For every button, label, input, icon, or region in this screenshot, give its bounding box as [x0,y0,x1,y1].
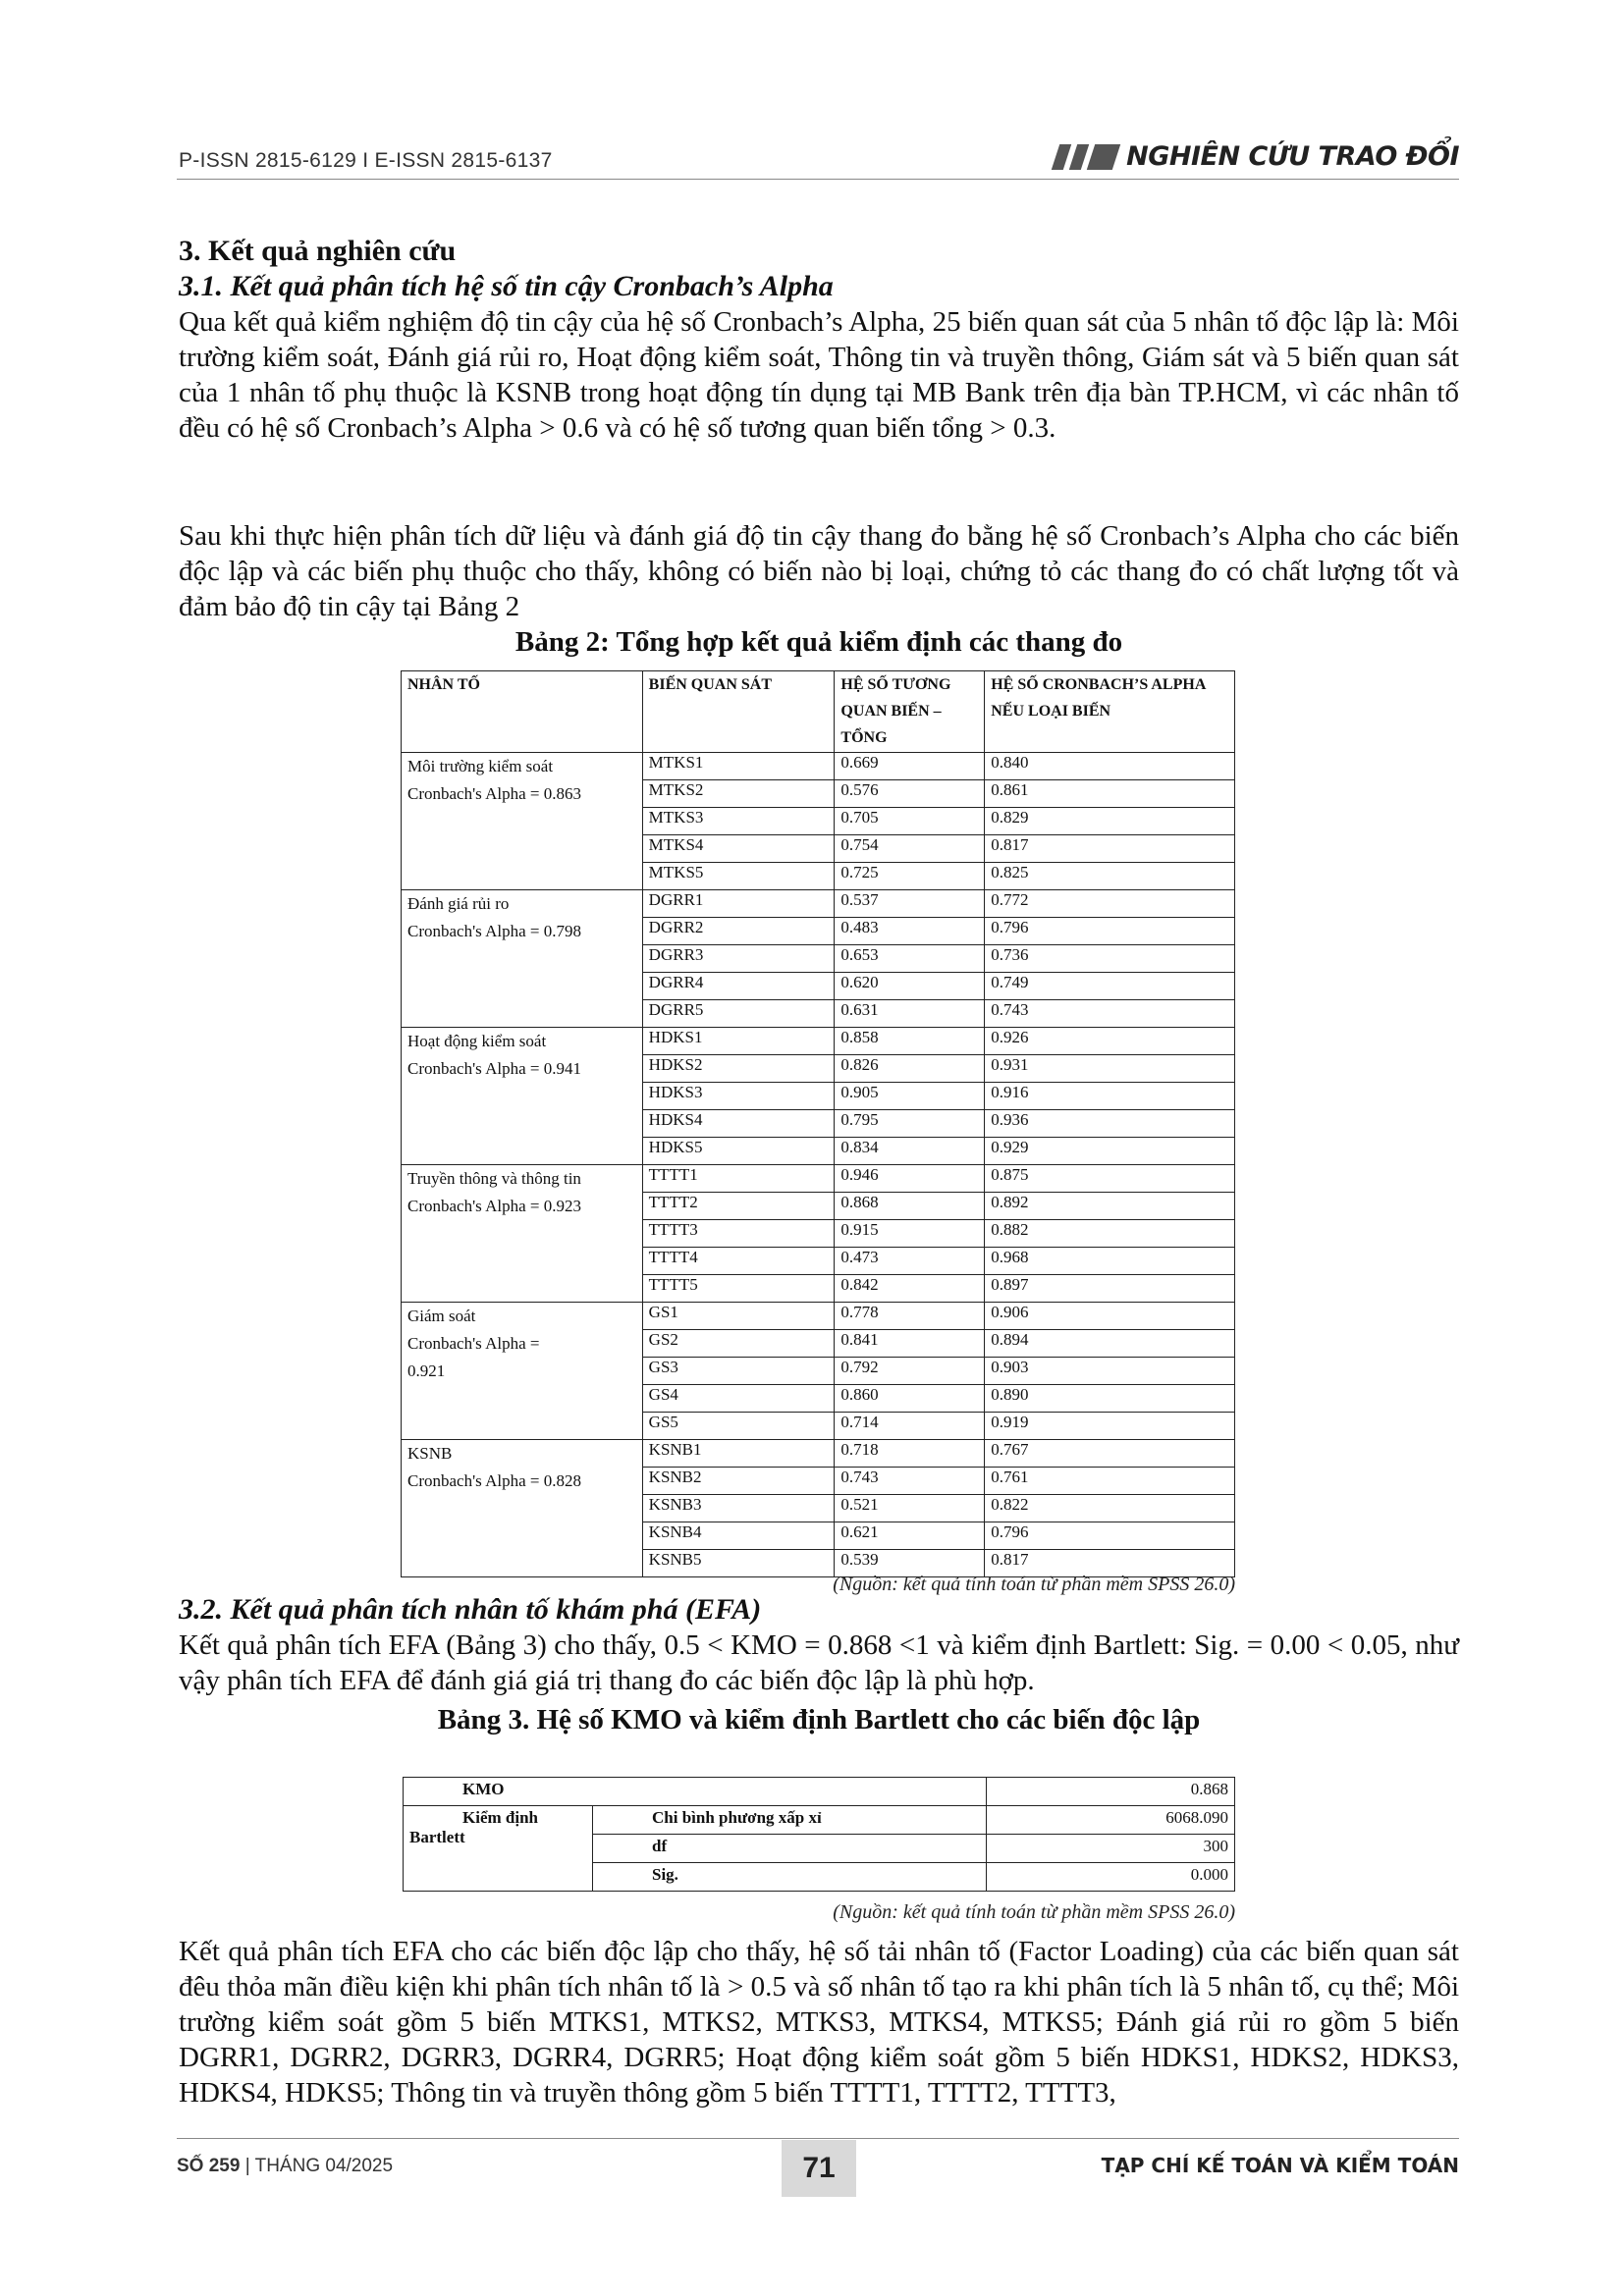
item-total-correlation-cell: 0.705 [835,808,985,835]
kmo-label: KMO [404,1778,987,1806]
kmo-value: 0.868 [987,1778,1235,1806]
variable-cell: GS2 [642,1330,835,1358]
variable-cell: TTTT2 [642,1193,835,1220]
item-total-correlation-cell: 0.778 [835,1303,985,1330]
factor-label-line: Giám soát [407,1307,476,1325]
alpha-if-deleted-cell: 0.919 [985,1413,1235,1440]
variable-cell: TTTT4 [642,1248,835,1275]
variable-cell: DGRR3 [642,945,835,973]
variable-cell: MTKS3 [642,808,835,835]
alpha-if-deleted-cell: 0.931 [985,1055,1235,1083]
alpha-if-deleted-cell: 0.890 [985,1385,1235,1413]
issue-separator: | [240,2156,255,2176]
item-total-correlation-cell: 0.915 [835,1220,985,1248]
section-3-block [179,234,1459,446]
item-total-correlation-cell: 0.473 [835,1248,985,1275]
table-row [402,753,1235,780]
factor-label-line: Cronbach's Alpha = 0.923 [407,1197,581,1215]
item-total-correlation-cell: 0.631 [835,1000,985,1028]
table-row [404,1778,1235,1806]
paragraph-cronbach-result: Sau khi thực hiện phân tích dữ liệu và đánh giá độ tin cậy thang đo bằng hệ số Cronbach’s Alpha cho các biến độc lập và các biến phụ thuộc cho thấy, không có biến nào bị loại, chứng tỏ các thang đo có chất lượng tốt và đảm bảo độ tin cậy tại Bảng 2 [179,520,1459,622]
bartlett-label [404,1806,593,1892]
item-total-correlation-cell: 0.483 [835,918,985,945]
table-header-cell: HỆ SỐ CRONBACH’S ALPHA NẾU LOẠI BIẾN [985,671,1235,753]
alpha-if-deleted-cell: 0.875 [985,1165,1235,1193]
factor-label-line: Môi trường kiểm soát [407,757,554,775]
factor-label-line: Cronbach's Alpha = 0.941 [407,1059,581,1078]
item-total-correlation-cell: 0.714 [835,1413,985,1440]
section-3-2-block [179,1592,1459,1737]
variable-cell: MTKS2 [642,780,835,808]
variable-cell: HDKS4 [642,1110,835,1138]
subsection-heading-3-1: 3.1. Kết quả phân tích hệ số tin cậy Cronbach’s Alpha [179,270,834,302]
table-2-caption: Bảng 2: Tổng hợp kết quả kiểm định các thang đo [514,626,1123,658]
alpha-if-deleted-cell: 0.929 [985,1138,1235,1165]
alpha-if-deleted-cell: 0.736 [985,945,1235,973]
bartlett-row-value: 0.000 [987,1863,1235,1892]
factor-cell [402,1165,643,1303]
section-3-block-2 [179,518,1459,660]
factor-label-line: Cronbach's Alpha = 0.828 [407,1471,581,1490]
variable-cell: DGRR4 [642,973,835,1000]
alpha-if-deleted-cell: 0.892 [985,1193,1235,1220]
item-total-correlation-cell: 0.576 [835,780,985,808]
alpha-if-deleted-cell: 0.796 [985,1522,1235,1550]
table-header-cell: BIẾN QUAN SÁT [642,671,835,753]
item-total-correlation-cell: 0.754 [835,835,985,863]
factor-cell [402,753,643,890]
variable-cell: DGRR1 [642,890,835,918]
table-2-body [402,753,1235,1577]
alpha-if-deleted-cell: 0.903 [985,1358,1235,1385]
page-number: 71 [782,2140,856,2197]
table-row [402,1303,1235,1330]
alpha-if-deleted-cell: 0.817 [985,835,1235,863]
item-total-correlation-cell: 0.834 [835,1138,985,1165]
variable-cell: TTTT3 [642,1220,835,1248]
variable-cell: HDKS5 [642,1138,835,1165]
item-total-correlation-cell: 0.718 [835,1440,985,1468]
bartlett-row-label: Chi bình phương xấp xỉ [593,1806,987,1835]
variable-cell: KSNB1 [642,1440,835,1468]
variable-cell: KSNB4 [642,1522,835,1550]
paragraph-efa-loadings: Kết quả phân tích EFA cho các biến độc lập cho thấy, hệ số tải nhân tố (Factor Loading) của các biến quan sát đêu thỏa mãn điều kiện khi phân tích nhân tố là > 0.5 và số nhân tố tạo ra khi phân tích là 5 nhân tố, cụ thể; Môi trường kiểm soát gồm 5 biến MTKS1, MTKS2, MTKS3, MTKS4, MTKS5; Đánh giá rủi ro gồm 5 biến DGRR1, DGRR2, DGRR3, DGRR4, DGRR5; Hoạt động kiểm soát gồm 5 biến HDKS1, HDKS2, HDKS3, HDKS4, HDKS5; Thông tin và truyền thông gồm 5 biến TTTT1, TTTT2, TTTT3, [179,1936,1459,2109]
alpha-if-deleted-cell: 0.906 [985,1303,1235,1330]
alpha-if-deleted-cell: 0.968 [985,1248,1235,1275]
header-divider [177,179,1459,180]
factor-label-line: 0.921 [407,1362,446,1380]
factor-cell [402,1028,643,1165]
variable-cell: KSNB5 [642,1550,835,1577]
factor-cell [402,1440,643,1577]
table-row [402,1440,1235,1468]
variable-cell: KSNB2 [642,1468,835,1495]
factor-cell [402,1303,643,1440]
factor-label-line: Đánh giá rủi ro [407,894,510,913]
footer-divider [177,2138,1459,2139]
item-total-correlation-cell: 0.858 [835,1028,985,1055]
item-total-correlation-cell: 0.842 [835,1275,985,1303]
table-3-caption: Bảng 3. Hệ số KMO và kiểm định Bartlett cho các biến độc lập [437,1704,1201,1735]
item-total-correlation-cell: 0.946 [835,1165,985,1193]
item-total-correlation-cell: 0.860 [835,1385,985,1413]
alpha-if-deleted-cell: 0.861 [985,780,1235,808]
alpha-if-deleted-cell: 0.767 [985,1440,1235,1468]
section-title: NGHIÊN CỨU TRAO ĐỔI [1126,141,1459,172]
item-total-correlation-cell: 0.743 [835,1468,985,1495]
variable-cell: DGRR2 [642,918,835,945]
item-total-correlation-cell: 0.905 [835,1083,985,1110]
section-header [1056,141,1459,172]
alpha-if-deleted-cell: 0.761 [985,1468,1235,1495]
alpha-if-deleted-cell: 0.817 [985,1550,1235,1577]
variable-cell: MTKS5 [642,863,835,890]
bartlett-row-label: Sig. [593,1863,987,1892]
item-total-correlation-cell: 0.826 [835,1055,985,1083]
alpha-if-deleted-cell: 0.772 [985,890,1235,918]
issn-header: P-ISSN 2815-6129 I E-ISSN 2815-6137 [179,149,553,172]
paragraph-cronbach-intro: Qua kết quả kiểm nghiệm độ tin cậy của hệ số Cronbach’s Alpha, 25 biến quan sát của 5 nhân tố độc lập là: Môi trường kiểm soát, Đánh giá rủi ro, Hoạt động kiểm soát, Thông tin và truyền thông, Giám sát và 5 biến quan sát của 1 nhân tố phụ thuộc là KSNB trong hoạt động tín dụng tại MB Bank trên địa bàn TP.HCM, vì các nhân tố đều có hệ số Cronbach’s Alpha > 0.6 và có hệ số tương quan biến tổng > 0.3. [179,306,1459,444]
variable-cell: MTKS4 [642,835,835,863]
bartlett-label-line: Kiểm định [462,1808,538,1827]
header-bars-decoration [1056,144,1116,170]
table-header-cell: HỆ SỐ TƯƠNG QUAN BIẾN – TỔNG [835,671,985,753]
item-total-correlation-cell: 0.725 [835,863,985,890]
bartlett-row-value: 300 [987,1835,1235,1863]
alpha-if-deleted-cell: 0.882 [985,1220,1235,1248]
item-total-correlation-cell: 0.868 [835,1193,985,1220]
table-3-source: (Nguồn: kết quả tính toán từ phần mềm SPSS 26.0) [833,1901,1235,1923]
issue-month: THÁNG 04/2025 [254,2156,394,2176]
table-2-source: (Nguồn: kết quả tính toán từ phần mềm SPSS 26.0) [833,1574,1235,1595]
factor-label-line: Hoạt động kiểm soát [407,1032,547,1050]
variable-cell: GS4 [642,1385,835,1413]
item-total-correlation-cell: 0.669 [835,753,985,780]
alpha-if-deleted-cell: 0.894 [985,1330,1235,1358]
subsection-heading-3-2: 3.2. Kết quả phân tích nhân tố khám phá (EFA) [179,1593,762,1626]
factor-label-line: Cronbach's Alpha = 0.798 [407,922,581,940]
item-total-correlation-cell: 0.521 [835,1495,985,1522]
table-row [402,890,1235,918]
alpha-if-deleted-cell: 0.829 [985,808,1235,835]
section-heading: 3. Kết quả nghiên cứu [179,235,457,267]
footer-issue [177,2156,393,2177]
variable-cell: MTKS1 [642,753,835,780]
variable-cell: HDKS3 [642,1083,835,1110]
alpha-if-deleted-cell: 0.822 [985,1495,1235,1522]
item-total-correlation-cell: 0.795 [835,1110,985,1138]
item-total-correlation-cell: 0.653 [835,945,985,973]
variable-cell: GS5 [642,1413,835,1440]
item-total-correlation-cell: 0.539 [835,1550,985,1577]
table-header-cell: NHÂN TỐ [402,671,643,753]
alpha-if-deleted-cell: 0.749 [985,973,1235,1000]
alpha-if-deleted-cell: 0.897 [985,1275,1235,1303]
variable-cell: DGRR5 [642,1000,835,1028]
alpha-if-deleted-cell: 0.796 [985,918,1235,945]
item-total-correlation-cell: 0.537 [835,890,985,918]
variable-cell: TTTT1 [642,1165,835,1193]
paragraph-efa-kmo: Kết quả phân tích EFA (Bảng 3) cho thấy, 0.5 < KMO = 0.868 <1 và kiểm định Bartlett: Sig. = 0.00 < 0.05, như vậy phân tích EFA để đánh giá giá trị thang đo các biến độc lập là phù hợp. [179,1629,1459,1696]
alpha-if-deleted-cell: 0.825 [985,863,1235,890]
factor-cell [402,890,643,1028]
item-total-correlation-cell: 0.792 [835,1358,985,1385]
alpha-if-deleted-cell: 0.936 [985,1110,1235,1138]
variable-cell: HDKS1 [642,1028,835,1055]
alpha-if-deleted-cell: 0.926 [985,1028,1235,1055]
table-3-kmo-bartlett [403,1777,1235,1892]
table-row [402,1028,1235,1055]
variable-cell: GS1 [642,1303,835,1330]
efa-result-block [179,1934,1459,2110]
variable-cell: HDKS2 [642,1055,835,1083]
factor-label-line: Cronbach's Alpha = 0.863 [407,784,581,803]
bartlett-row-label: df [593,1835,987,1863]
item-total-correlation-cell: 0.841 [835,1330,985,1358]
bartlett-label-line: Bartlett [409,1828,465,1846]
bartlett-row-value: 6068.090 [987,1806,1235,1835]
factor-label-line: Cronbach's Alpha = [407,1334,540,1353]
table-2-scale-reliability [401,670,1235,1577]
alpha-if-deleted-cell: 0.840 [985,753,1235,780]
item-total-correlation-cell: 0.621 [835,1522,985,1550]
alpha-if-deleted-cell: 0.743 [985,1000,1235,1028]
journal-name: TẠP CHÍ KẾ TOÁN VÀ KIỂM TOÁN [1101,2154,1459,2177]
factor-label-line: KSNB [407,1444,453,1463]
table-row [402,1165,1235,1193]
issue-number: SỐ 259 [177,2156,241,2176]
item-total-correlation-cell: 0.620 [835,973,985,1000]
alpha-if-deleted-cell: 0.916 [985,1083,1235,1110]
table-row [404,1806,1235,1835]
factor-label-line: Truyền thông và thông tin [407,1169,581,1188]
variable-cell: TTTT5 [642,1275,835,1303]
variable-cell: GS3 [642,1358,835,1385]
variable-cell: KSNB3 [642,1495,835,1522]
